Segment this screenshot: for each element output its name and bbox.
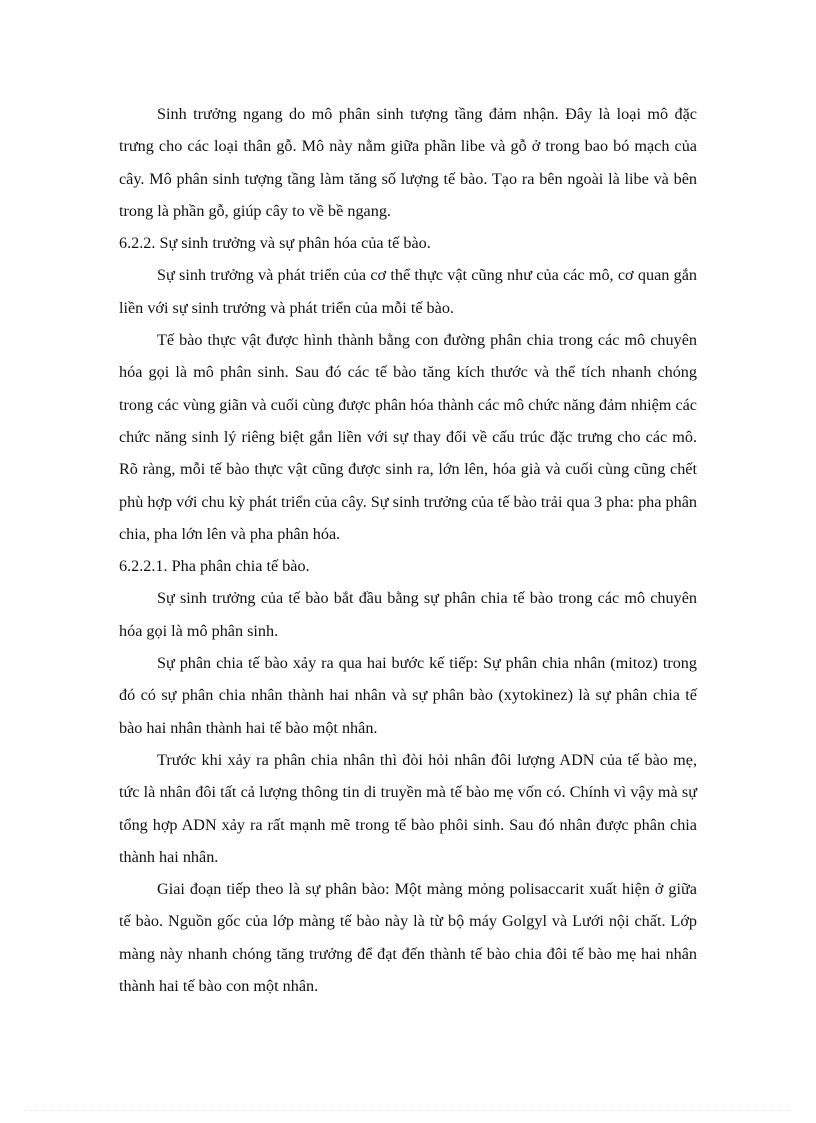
- page-bottom-divider: [24, 1110, 792, 1111]
- paragraph-division-steps: Sự phân chia tế bào xảy ra qua hai bước kế tiếp: Sự phân chia nhân (mitoz) trong đó có sự phân chia nhân thành hai nhân và sự phân bào (xytokinez) là sự phân chia tế bào hai nhân thành hai tế bào một nhân.: [119, 654, 697, 737]
- section-heading-6-2-2: 6.2.2. Sự sinh trưởng và sự phân hóa của tế bào.: [119, 234, 431, 253]
- paragraph-cell-growth-intro: Sự sinh trưởng và phát triển của cơ thể thực vật cũng như của các mô, cơ quan gắn liền với sự sinh trưởng và phát triển của mỗi tế bào.: [119, 266, 697, 317]
- document-body: [119, 98, 697, 1002]
- paragraph-division-start: Sự sinh trưởng của tế bào bắt đầu bằng sự phân chia tế bào trong các mô chuyên hóa gọi là mô phân sinh.: [119, 589, 697, 640]
- section-heading-6-2-2-1: 6.2.2.1. Pha phân chia tế bào.: [119, 557, 310, 576]
- paragraph-secondary-growth: Sinh trưởng ngang do mô phân sinh tượng tầng đảm nhận. Đây là loại mô đặc trưng cho các loại thân gỗ. Mô này nằm giữa phần libe và gỗ ở trong bao bó mạch của cây. Mô phân sinh tượng tầng làm tăng số lượng tế bào. Tạo ra bên ngoài là libe và bên trong là phần gỗ, giúp cây to về bề ngang.: [119, 105, 697, 220]
- paragraph-cytokinesis: Giai đoạn tiếp theo là sự phân bào: Một màng mỏng polisaccarit xuất hiện ở giữa tế bào. Nguồn gốc của lớp màng tế bào này là từ bộ máy Golgyl và Lưới nội chất. Lớp màng này nhanh chóng tăng trưởng để đạt đến thành tế bào chia đôi tế bào mẹ hai nhân thành hai tế bào con một nhân.: [119, 880, 697, 996]
- paragraph-cell-formation: Tế bào thực vật được hình thành bằng con đường phân chia trong các mô chuyên hóa gọi là mô phân sinh. Sau đó các tế bào tăng kích thước và thể tích nhanh chóng trong các vùng giãn và cuối cùng được phân hóa thành các mô chức năng đảm nhiệm các chức năng sinh lý riêng biệt gắn liền với sự thay đổi về cấu trúc đặc trưng cho các mô. Rõ ràng, mỗi tế bào thực vật cũng được sinh ra, lớn lên, hóa già và cuối cùng cũng chết phù hợp với chu kỳ phát triển của cây. Sự sinh trưởng của tế bào trải qua 3 pha: pha phân chia, pha lớn lên và pha phân hóa.: [119, 331, 697, 543]
- paragraph-dna-duplication: Trước khi xảy ra phân chia nhân thì đòi hỏi nhân đôi lượng ADN của tế bào mẹ, tức là nhân đôi tất cả lượng thông tin di truyền mà tế bào mẹ vốn có. Chính vì vậy mà sự tổng hợp ADN xảy ra rất mạnh mẽ trong tế bào phôi sinh. Sau đó nhân được phân chia thành hai nhân.: [119, 750, 697, 866]
